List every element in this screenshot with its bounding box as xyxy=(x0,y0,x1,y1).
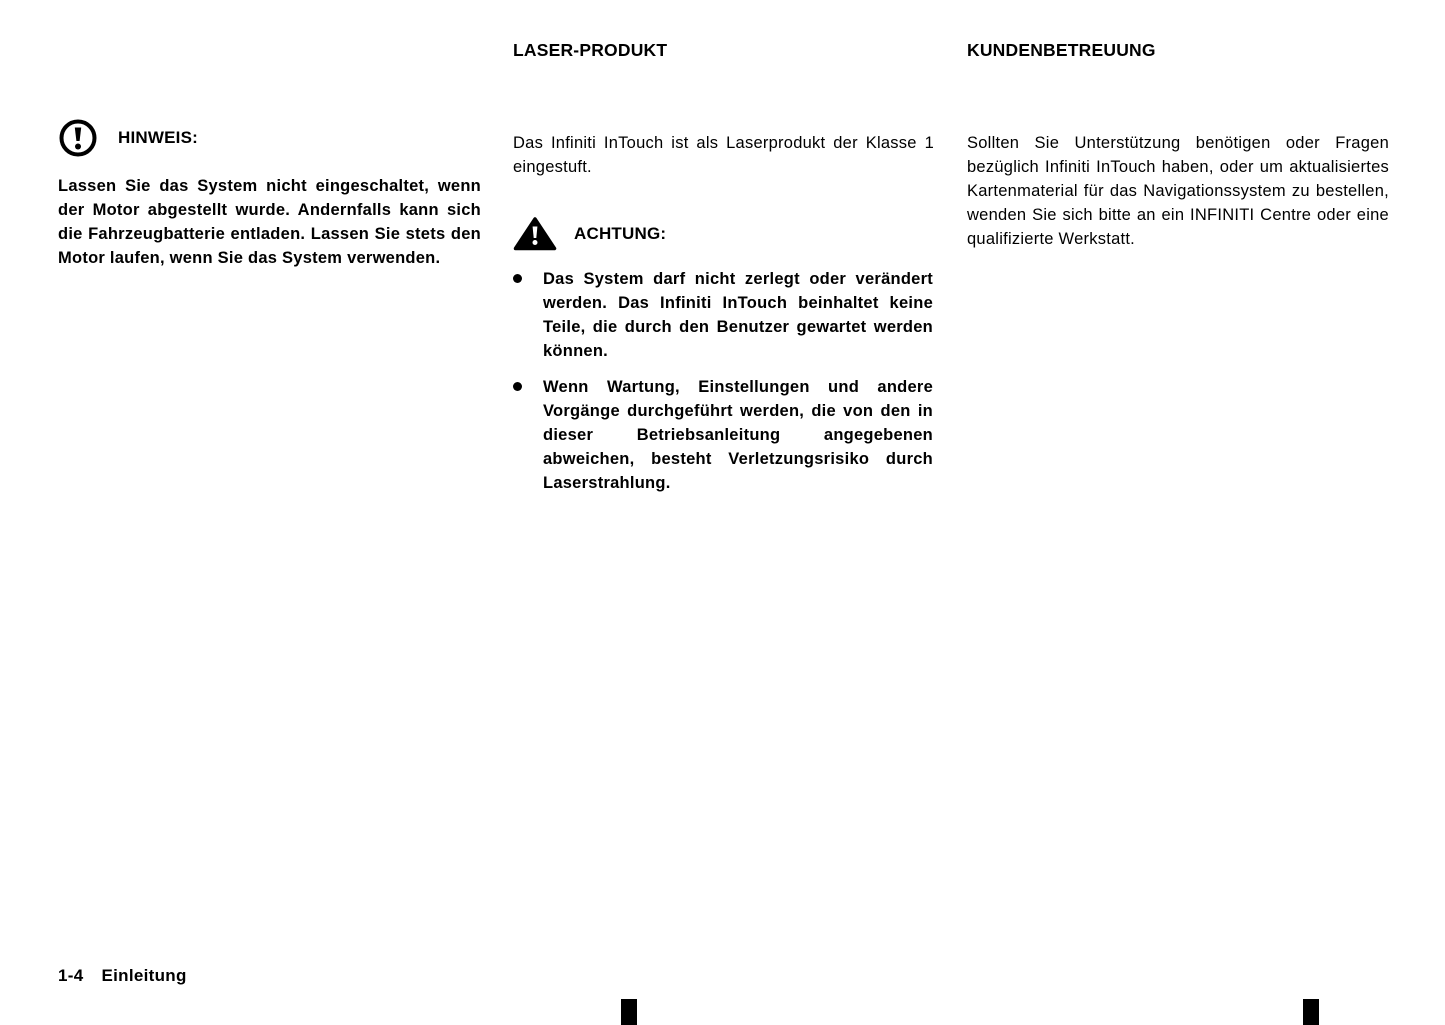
note-title: HINWEIS: xyxy=(118,128,198,147)
page-footer xyxy=(58,966,187,986)
print-registration-mark xyxy=(621,999,637,1025)
bullet-icon xyxy=(513,382,522,391)
note-header xyxy=(58,118,481,158)
laser-intro: Das Infiniti InTouch ist als Laserprodukt der Klasse 1 eingestuft. xyxy=(513,134,934,176)
customer-body: Sollten Sie Unterstützung benötigen oder Fragen bezüglich Infiniti InTouch haben, oder um aktualisiertes Kartenmaterial für das Navigationssystem zu bestellen, wenden Sie sich bitte an ein INFINITI Centre oder eine qualifizierte Werkstatt. xyxy=(967,134,1389,248)
exclamation-circle-icon xyxy=(58,118,98,158)
warning-header xyxy=(513,217,934,251)
footer-section-label: Einleitung xyxy=(101,966,187,985)
bullet-text: Wenn Wartung, Einstellungen und andere Vorgänge durchgeführt werden, die von den in dieser Betriebsanleitung angegebenen abweichen, besteht Verletzungsrisiko durch Laserstrahlung. xyxy=(543,378,933,492)
warning-bullet-list xyxy=(513,267,934,495)
note-body: Lassen Sie das System nicht eingeschaltet, wenn der Motor abgestellt wurde. Andernfalls kann sich die Fahrzeugbatterie entladen. Lassen Sie stets den Motor laufen, wenn Sie das System verwenden. xyxy=(58,177,481,267)
warning-triangle-icon xyxy=(513,217,557,251)
bullet-icon xyxy=(513,274,522,283)
list-item xyxy=(513,375,934,495)
laser-column xyxy=(513,40,934,507)
bullet-text: Das System darf nicht zerlegt oder verändert werden. Das Infiniti InTouch beinhaltet keine Teile, die durch den Benutzer gewartet werden können. xyxy=(543,270,933,360)
note-column xyxy=(58,118,481,270)
print-registration-mark xyxy=(1303,999,1319,1025)
customer-heading: KUNDENBETREUUNG xyxy=(967,40,1156,60)
laser-heading: LASER-PRODUKT xyxy=(513,40,668,60)
warning-title: ACHTUNG: xyxy=(574,224,667,243)
customer-column xyxy=(967,40,1389,251)
page-number: 1-4 xyxy=(58,966,84,985)
list-item xyxy=(513,267,934,363)
